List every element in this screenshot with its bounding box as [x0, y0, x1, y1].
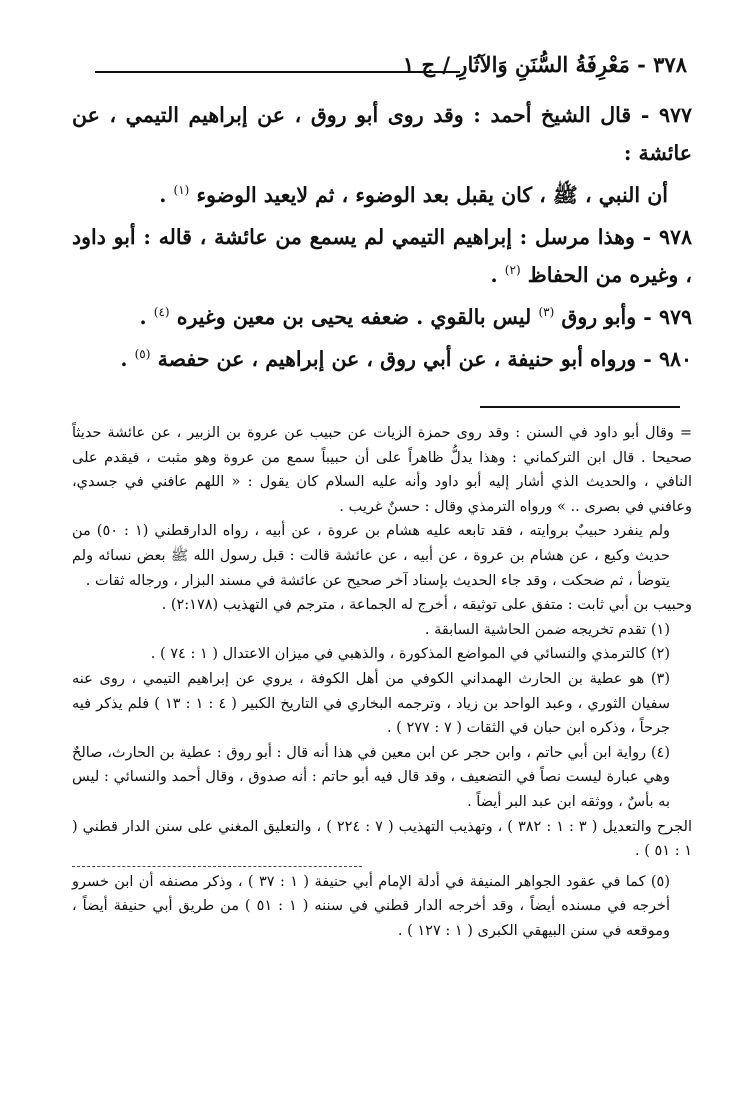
footnote-ref: (٤)	[153, 305, 170, 320]
paragraph-text: - وأبو روق	[561, 305, 652, 329]
footnote-separator	[480, 406, 680, 408]
hadith-text	[72, 176, 692, 214]
footnote-ref: (٣)	[538, 305, 555, 320]
footnote-continuation: وحبيب بن أبي ثابت : متفق على توثيقه ، أخرج له الجماعة ، مترجم في التهذيب (٢:١٧٨) .	[161, 597, 692, 614]
book-title: - مَعْرِفَةُ السُّنَنِ وَالآثَارِ / ج ١	[402, 52, 646, 77]
footnote-2: (٢) كالترمذي والنسائي في المواضع المذكورة ، والذهبي في ميزان الاعتدال ( ١ : ٧٤ ) .	[150, 646, 670, 663]
footnote-ref: (٥)	[134, 347, 151, 362]
footnote-1: (١) تقدم تخريجه ضمن الحاشية السابقة .	[424, 621, 670, 638]
hadith-number: ٩٧٧	[658, 103, 692, 127]
hadith-number: ٩٧٩	[658, 305, 692, 329]
footnote-4-sources: الجرح والتعديل ( ٣ : ١ : ٣٨٢ ) ، وتهذيب التهذيب ( ٧ : ٢٢٤ ) ، والتعليق المغني على سنن الدار قطني ( ١ : ٥١ ) .	[72, 818, 692, 860]
hadith-number: ٩٨٠	[658, 347, 692, 371]
running-header	[403, 52, 687, 78]
paragraph-text: - وهذا مرسل : إبراهيم التيمي لم يسمع من عائشة ، قاله : أبو داود ، وغيره من الحفاظ	[72, 225, 692, 287]
footnote-ref: (١)	[173, 183, 190, 198]
footnote-continuation: ولم ينفرد حبيبٌ بروايته ، فقد تابعه عليه هشام بن عروة ، عن أبيه ، رواه الدارقطني (١ : ٥٠) من حديث وكيع ، عن هشام بن عروة ، عن أبيه ، عن عائشة قالت : قبل رسول الله ﷺ بعض نسائه ولم يتوضأ ، ثم ضحكت ، وقد جاء الحديث بإسناد آخر صحيح عن عائشة في مسند البزار ، ورجاله ثقات .	[72, 523, 670, 589]
paragraph-tail: .	[490, 263, 498, 287]
footnote-divider	[72, 866, 362, 867]
footnote-4: (٤) رواية ابن أبي حاتم ، وابن حجر عن ابن معين في هذا أنه قال : أبو روق : عطية بن الحارث، صالحٌ وهي عبارة ليست نصاً في التضعيف ، وقد قال فيه أبو حاتم : أنه صدوق ، وقال أحمد والنسائي : ليس به بأسٌ ، ووثقه ابن عبد البر أيضاً .	[72, 744, 670, 810]
paragraph-980	[72, 340, 692, 378]
paragraph-977	[72, 96, 692, 172]
footnote-ref: (٢)	[504, 263, 521, 278]
paragraph-tail: .	[159, 183, 167, 207]
paragraph-tail: .	[139, 305, 147, 329]
paragraph-979	[72, 298, 692, 336]
footnotes	[72, 421, 692, 943]
page-number: ٣٧٨	[653, 52, 687, 77]
footnote-5: (٥) كما في عقود الجواهر المنيفة في أدلة الإمام أبي حنيفة ( ١ : ٣٧ ) ، وذكر مصنفه أن ابن خسرو أخرجه في مسنده أيضاً ، وقد أخرجه الدار قطني في سننه ( ١ : ٥١ ) من طريق أبي حنيفة أيضاً ، وموقعه في سنن البيهقي الكبرى ( ١ : ١٢٧ ) .	[72, 873, 671, 939]
paragraph-text: ليس بالقوي . ضعفه يحيى بن معين وغيره	[176, 305, 532, 329]
paragraph-text: - ورواه أبو حنيفة ، عن أبي روق ، عن إبراهيم ، عن حفصة	[157, 347, 652, 371]
paragraph-text: - قال الشيخ أحمد : وقد روى أبو روق ، عن إبراهيم التيمي ، عن عائشة :	[72, 103, 692, 165]
header-rule	[95, 71, 460, 73]
footnote-continuation: = وقال أبو داود في السنن : وقد روى حمزة الزيات عن حبيب عن عروة بن الزبير ، عن عائشة حديثاً صحيحا . قال ابن التركماني : وهذا يدلُّ ظاهراً على أن حبيباً سمع من عروة وهو مثبت ، فيقدم على النافي ، والحديث الذي أشار إليه أبو داود وأنه عليه السلام كان يقول : « اللهم عافني في جسدي، وعافني في بصرى .. » ورواه الترمذي وقال : حسنٌ غريب .	[72, 425, 692, 515]
paragraph-tail: .	[120, 347, 128, 371]
paragraph-978	[72, 218, 692, 294]
paragraph-text: أن النبي ، ﷺ ، كان يقبل بعد الوضوء ، ثم لايعيد الوضوء	[196, 183, 668, 207]
footnote-3: (٣) هو عطية بن الحارث الهمداني الكوفي من أهل الكوفة ، يروي عن إبراهيم التيمي ، روى عنه سفيان الثوري ، وعبد الواحد بن زياد ، وترجمه البخاري في التاريخ الكبير ( ٤ : ١ : ١٣ ) فلم يذكر فيه جرحاً ، وذكره ابن حبان في الثقات ( ٧ : ٢٧٧ ) .	[72, 670, 671, 737]
hadith-number: ٩٧٨	[658, 225, 692, 249]
main-text	[72, 96, 692, 378]
